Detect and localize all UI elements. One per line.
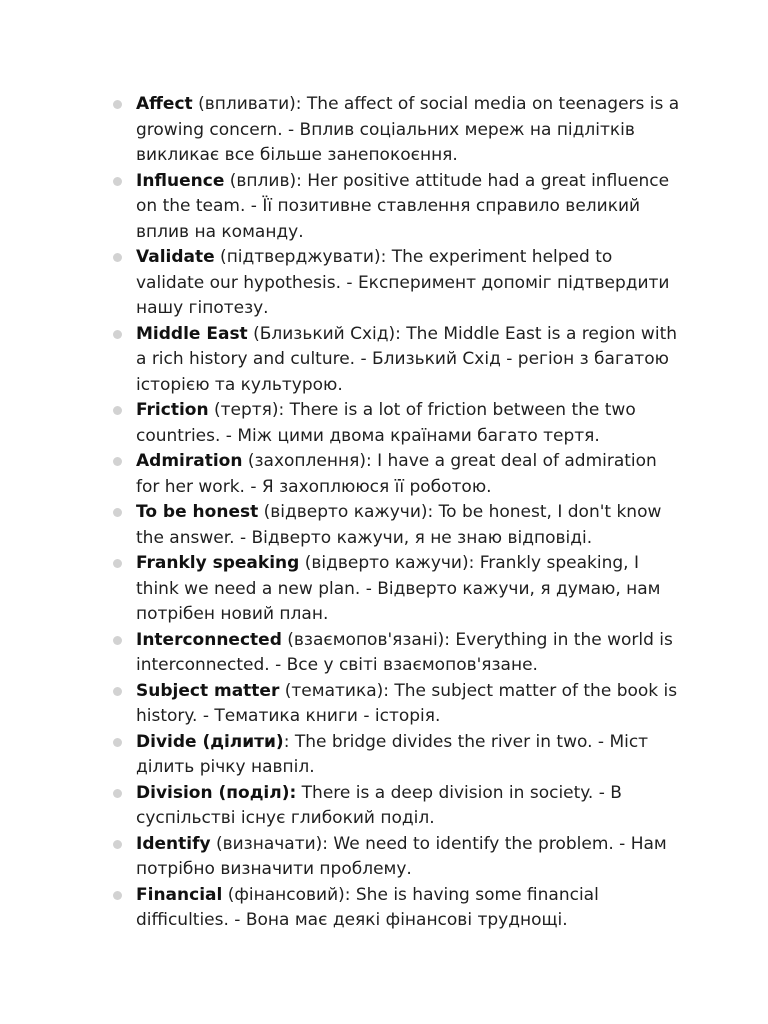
- vocabulary-list: [136, 92, 684, 934]
- definition: (визначати): We need to identify the problem. - Нам потрібно визначити проблему.: [136, 833, 667, 879]
- list-item: [136, 883, 684, 934]
- term: Division (поділ):: [136, 782, 297, 803]
- definition: There is a deep division in society. - В суспільстві існує глибокий поділ.: [136, 782, 622, 828]
- list-item: [136, 832, 684, 883]
- definition: (тематика): The subject matter of the book is history. - Тематика книги - історія.: [136, 680, 678, 726]
- term: Subject matter: [136, 680, 280, 701]
- list-item: [136, 169, 684, 246]
- bullet-icon: [113, 406, 122, 415]
- bullet-icon: [113, 457, 122, 466]
- list-item: [136, 628, 684, 679]
- list-item: [136, 322, 684, 399]
- bullet-icon: [113, 253, 122, 262]
- definition: (підтверджувати): The experiment helped to validate our hypothesis. - Експеримент допоміг підтвердити нашу гіпотезу.: [136, 247, 670, 318]
- bullet-icon: [113, 687, 122, 696]
- list-item: [136, 551, 684, 628]
- definition: (відверто кажучи): Frankly speaking, I think we need a new plan. - Відверто кажучи, я думаю, нам потрібен новий план.: [136, 553, 661, 624]
- bullet-icon: [113, 738, 122, 747]
- bullet-icon: [113, 789, 122, 798]
- list-item: [136, 92, 684, 169]
- bullet-icon: [113, 840, 122, 849]
- bullet-icon: [113, 330, 122, 339]
- term: To be honest: [136, 502, 259, 522]
- term: Divide (ділити): [136, 731, 284, 752]
- definition: (вплив): Her positive attitude had a great influence on the team. - Її позитивне ставлення справило великий вплив на команду.: [136, 170, 670, 242]
- term: Validate: [136, 247, 215, 267]
- list-item: [136, 500, 684, 551]
- bullet-icon: [113, 559, 122, 568]
- definition: (впливати): The affect of social media on teenagers is a growing concern. - Вплив соціальних мереж на підлітків викликає все більше занепокоєння.: [136, 94, 680, 165]
- term: Friction: [136, 400, 209, 420]
- list-item: [136, 245, 684, 322]
- definition: (тертя): There is a lot of friction between the two countries. - Між цими двома країнами багато тертя.: [136, 400, 636, 446]
- term: Affect: [136, 94, 193, 114]
- list-item: [136, 679, 684, 730]
- bullet-icon: [113, 636, 122, 645]
- term: Admiration: [136, 451, 243, 471]
- term: Financial: [136, 884, 223, 905]
- definition: (відверто кажучи): To be honest, I don't know the answer. - Відверто кажучи, я не знаю відповіді.: [136, 502, 662, 548]
- bullet-icon: [113, 100, 122, 109]
- list-item: [136, 781, 684, 832]
- term: Middle East: [136, 323, 248, 344]
- term: Frankly speaking: [136, 553, 300, 573]
- term: Interconnected: [136, 629, 282, 650]
- list-item: [136, 398, 684, 449]
- definition: (захоплення): I have a great deal of admiration for her work. - Я захоплююся її роботою.: [136, 451, 657, 497]
- definition: (фінансовий): She is having some financial difficulties. - Вона має деякі фінансові труднощі.: [136, 884, 599, 930]
- definition: (Близький Схід): The Middle East is a region with a rich history and culture. - Близький Схід - регіон з багатою історією та культурою.: [136, 323, 678, 395]
- term: Influence: [136, 170, 225, 191]
- definition: (взаємопов'язані): Everything in the world is interconnected. - Все у світі взаємопов'язане.: [136, 629, 673, 675]
- bullet-icon: [113, 177, 122, 186]
- bullet-icon: [113, 508, 122, 517]
- term: Identify: [136, 833, 211, 854]
- list-item: [136, 730, 684, 781]
- bullet-icon: [113, 891, 122, 900]
- definition: : The bridge divides the river in two. - Міст ділить річку навпіл.: [136, 731, 649, 777]
- list-item: [136, 449, 684, 500]
